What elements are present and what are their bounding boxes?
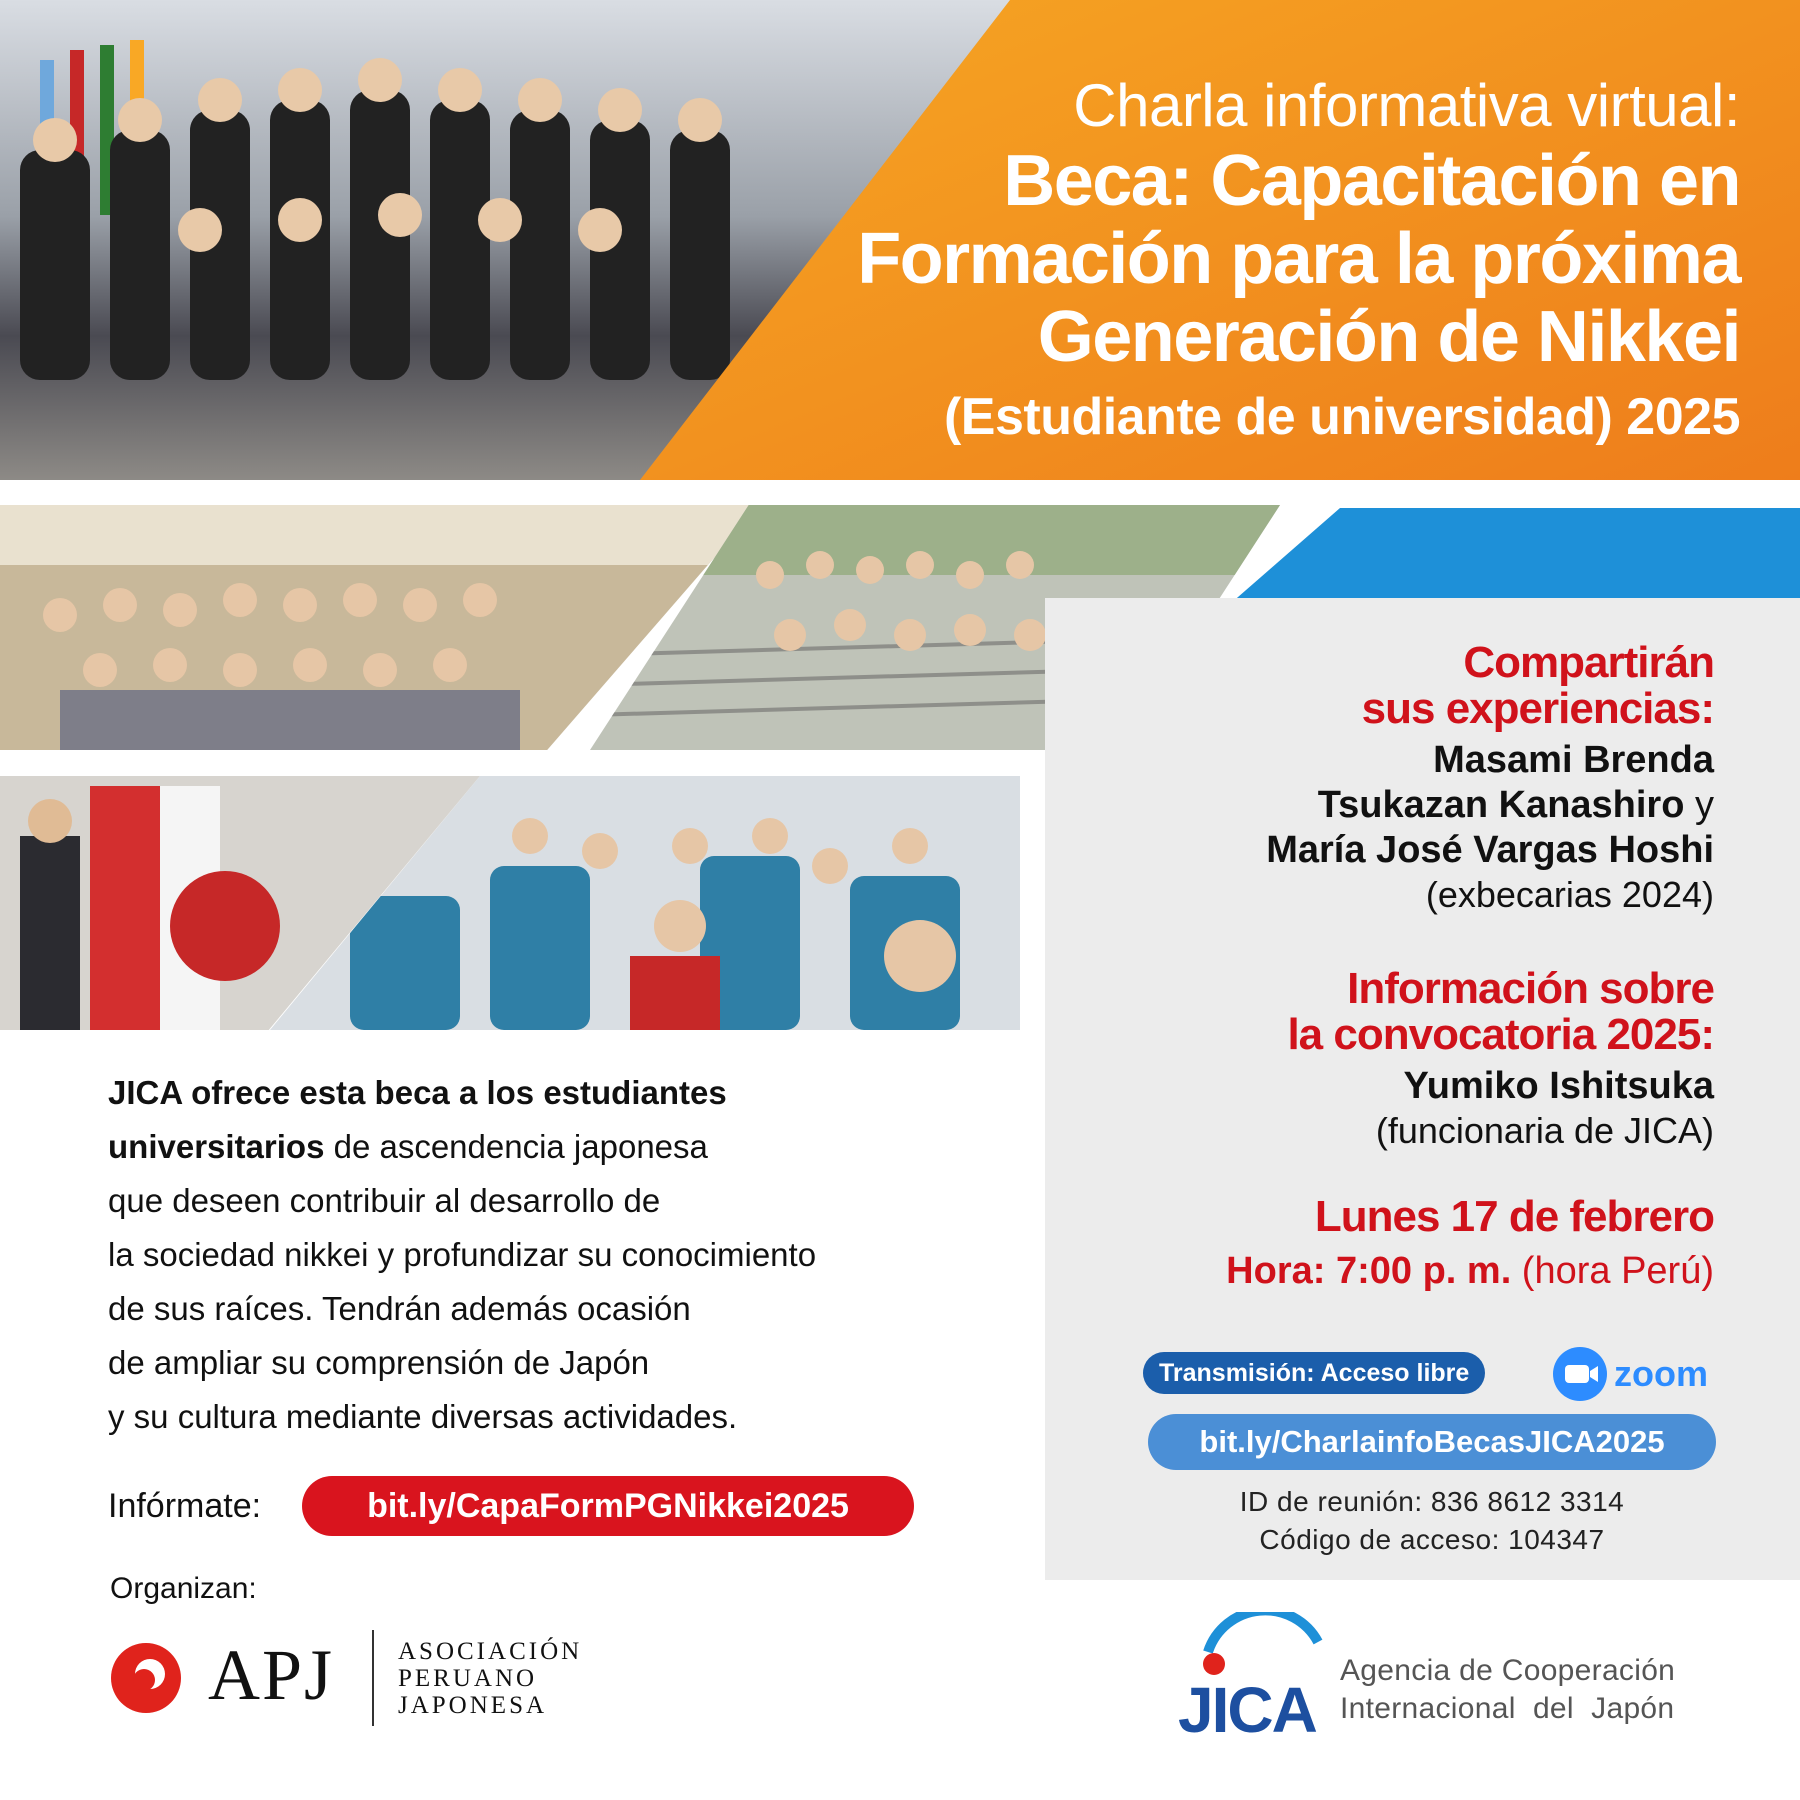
- title-subtitle: (Estudiante de universidad) 2025: [943, 388, 1740, 446]
- speaker-name-2: Tsukazan Kanashiro: [1317, 784, 1685, 826]
- jica-wordmark: JICA: [1178, 1674, 1316, 1742]
- title-line-2: Formación para la próxima: [857, 219, 1740, 299]
- desc-rest-1: de ascendencia japonesa: [324, 1128, 708, 1165]
- meeting-id: ID de reunión: 836 8612 3314: [1239, 1486, 1625, 1517]
- convocatoria-section: [1287, 966, 1714, 1153]
- desc-line-6: de ampliar su comprensión de Japón: [108, 1344, 650, 1381]
- convocatoria-heading-2: la convocatoria 2025:: [1287, 1010, 1714, 1059]
- speaker-name-2-line: [1266, 783, 1714, 828]
- jica-name-line-2: Internacional del Japón: [1340, 1692, 1675, 1725]
- event-time: [1226, 1248, 1714, 1294]
- desc-line-4: la sociedad nikkei y profundizar su conocimiento: [108, 1236, 817, 1273]
- event-time-label: Hora: 7:00 p. m.: [1226, 1250, 1512, 1292]
- event-type-label: Charla informativa virtual:: [1073, 72, 1740, 139]
- presenter-role: (funcionaria de JICA): [1375, 1110, 1714, 1151]
- speakers-heading-1: Compartirán: [1463, 638, 1714, 687]
- apj-logo-text: APJ: [208, 1635, 335, 1715]
- apj-logo-icon: [110, 1642, 182, 1714]
- event-time-note: (hora Perú): [1511, 1250, 1714, 1292]
- apj-name-line-2: PERUANO: [398, 1665, 538, 1692]
- jica-logo: [1168, 1612, 1328, 1742]
- desc-line-3: que deseen contribuir al desarrollo de: [108, 1182, 661, 1219]
- desc-line-5: de sus raíces. Tendrán además ocasión: [108, 1290, 691, 1327]
- speakers-section: [1266, 640, 1714, 917]
- access-code: Código de acceso: 104347: [1259, 1524, 1605, 1555]
- apj-name-line-3: JAPONESA: [398, 1692, 548, 1719]
- transmission-badge: Transmisión: Acceso libre: [1143, 1352, 1485, 1394]
- blue-accent-stripe: [1200, 508, 1800, 604]
- jica-arc-icon: [1208, 1612, 1318, 1652]
- apj-name-line-1: ASOCIACIÓN: [398, 1638, 583, 1665]
- zoom-logo: [1552, 1346, 1732, 1402]
- info-link[interactable]: bit.ly/CapaFormPGNikkei2025: [302, 1476, 914, 1536]
- speaker-name-1: Masami Brenda: [1433, 739, 1714, 781]
- info-label: Infórmate:: [108, 1487, 262, 1525]
- presenter-name: Yumiko Ishitsuka: [1403, 1065, 1714, 1107]
- zoom-wordmark: zoom: [1614, 1353, 1708, 1394]
- jica-full-name: [1340, 1652, 1675, 1728]
- organizers-label: Organizan:: [110, 1572, 257, 1605]
- convocatoria-heading-1: Información sobre: [1347, 964, 1714, 1013]
- jica-name-line-1: Agencia de Cooperación: [1340, 1654, 1676, 1687]
- desc-bold-2: universitarios: [108, 1128, 325, 1165]
- jica-dot-icon: [1203, 1653, 1225, 1675]
- scholarship-description: [108, 1066, 988, 1444]
- speakers-role: (exbecarias 2024): [1425, 874, 1714, 915]
- apj-divider: [372, 1630, 374, 1726]
- speakers-heading-2: sus experiencias:: [1361, 684, 1714, 733]
- desc-line-7: y su cultura mediante diversas actividades.: [108, 1398, 738, 1435]
- desc-bold-1: JICA ofrece esta beca a los estudiantes: [108, 1074, 727, 1111]
- event-date: Lunes 17 de febrero: [1314, 1192, 1714, 1241]
- title-line-3: Generación de Nikkei: [1037, 297, 1740, 377]
- speaker-name-3: María José Vargas Hoshi: [1266, 829, 1714, 871]
- event-date-section: [1226, 1192, 1714, 1294]
- speaker-connector: y: [1684, 784, 1714, 826]
- apj-full-name: [398, 1638, 582, 1719]
- title-block: [640, 70, 1740, 450]
- zoom-registration-link[interactable]: bit.ly/CharlainfoBecasJICA2025: [1148, 1414, 1716, 1470]
- title-line-1: Beca: Capacitación en: [1003, 141, 1740, 221]
